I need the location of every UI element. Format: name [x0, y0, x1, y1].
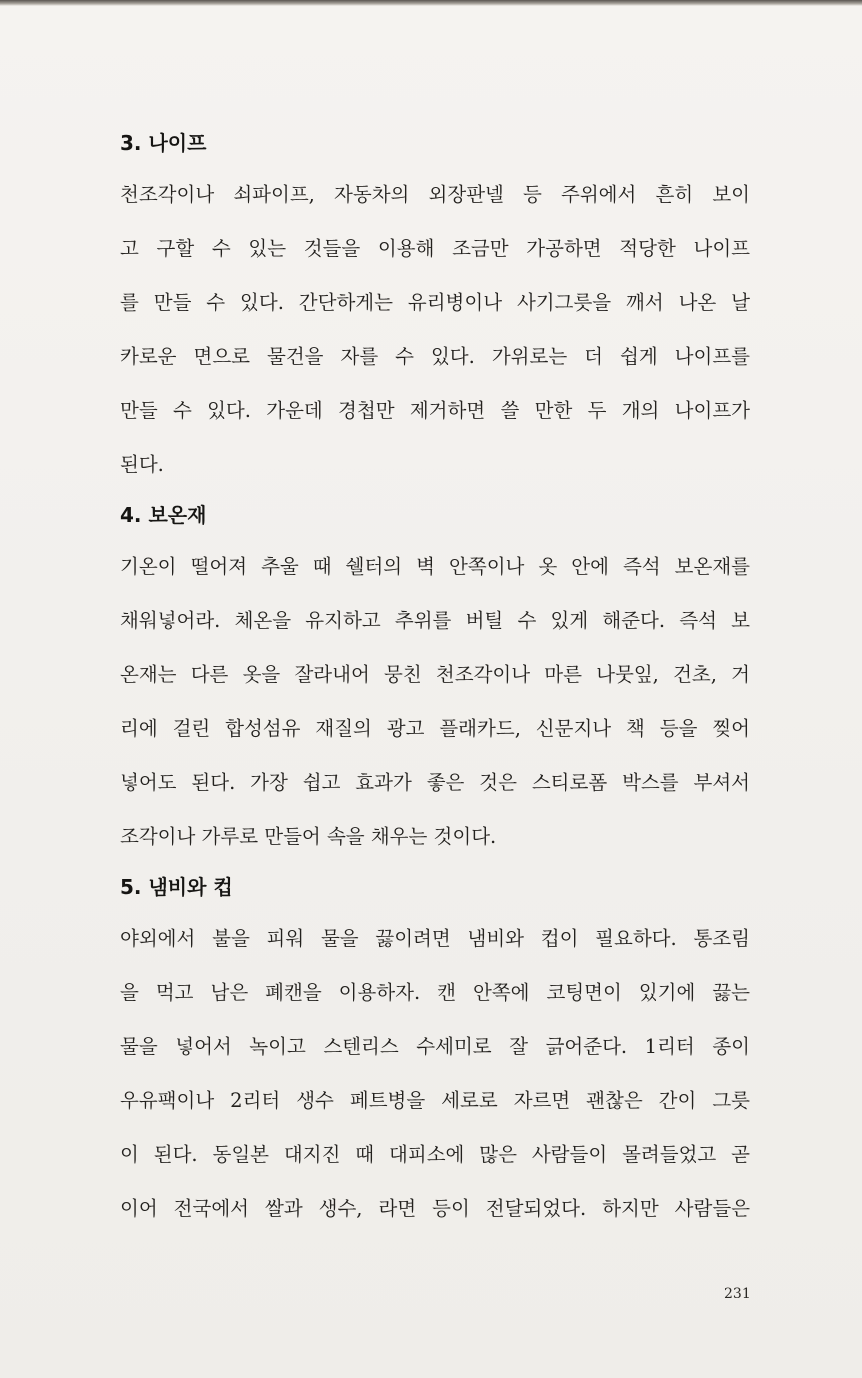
body-line: 카로운 면으로 물건을 자를 수 있다. 가위로는 더 쉽게 나이프를 [120, 345, 750, 368]
body-line: 이어 전국에서 쌀과 생수, 라면 등이 전달되었다. 하지만 사람들은 [120, 1197, 750, 1220]
body-line: 천조각이나 쇠파이프, 자동차의 외장판넬 등 주위에서 흔히 보이 [120, 183, 750, 206]
section-insulation [120, 500, 750, 864]
body-line: 고 구할 수 있는 것들을 이용해 조금만 가공하면 적당한 나이프 [120, 237, 750, 260]
page-number: 231 [724, 1286, 751, 1302]
body-line: 을 먹고 남은 폐캔을 이용하자. 캔 안쪽에 코팅면이 있기에 끓는 [120, 981, 750, 1004]
body-line: 이 된다. 동일본 대지진 때 대피소에 많은 사람들이 몰려들었고 곧 [120, 1143, 750, 1166]
body-line: 된다. [120, 453, 164, 476]
body-line: 넣어도 된다. 가장 쉽고 효과가 좋은 것은 스티로폼 박스를 부셔서 [120, 771, 750, 794]
body-line: 온재는 다른 옷을 잘라내어 뭉친 천조각이나 마른 나뭇잎, 건초, 거 [120, 663, 750, 686]
section-pot-and-cup [120, 872, 750, 1236]
body-line: 를 만들 수 있다. 간단하게는 유리병이나 사기그릇을 깨서 나온 날 [120, 291, 750, 314]
page-top-edge [0, 0, 862, 6]
body-line: 채워넣어라. 체온을 유지하고 추위를 버틸 수 있게 해준다. 즉석 보 [120, 609, 750, 632]
body-line: 우유팩이나 2리터 생수 페트병을 세로로 자르면 괜찮은 간이 그릇 [120, 1089, 750, 1112]
body-line: 리에 걸린 합성섬유 재질의 광고 플래카드, 신문지나 책 등을 찢어 [120, 717, 750, 740]
section-knife [120, 128, 750, 492]
section-title: 5. 냄비와 컵 [120, 875, 233, 899]
body-line: 만들 수 있다. 가운데 경첩만 제거하면 쓸 만한 두 개의 나이프가 [120, 399, 750, 422]
body-line: 조각이나 가루로 만들어 속을 채우는 것이다. [120, 825, 497, 848]
section-title: 3. 나이프 [120, 131, 207, 155]
body-line: 물을 넣어서 녹이고 스텐리스 수세미로 잘 긁어준다. 1리터 종이 [120, 1035, 750, 1058]
section-title: 4. 보온재 [120, 503, 207, 527]
body-line: 기온이 떨어져 추울 때 쉘터의 벽 안쪽이나 옷 안에 즉석 보온재를 [120, 555, 750, 578]
body-line: 야외에서 불을 피워 물을 끓이려면 냄비와 컵이 필요하다. 통조림 [120, 927, 750, 950]
